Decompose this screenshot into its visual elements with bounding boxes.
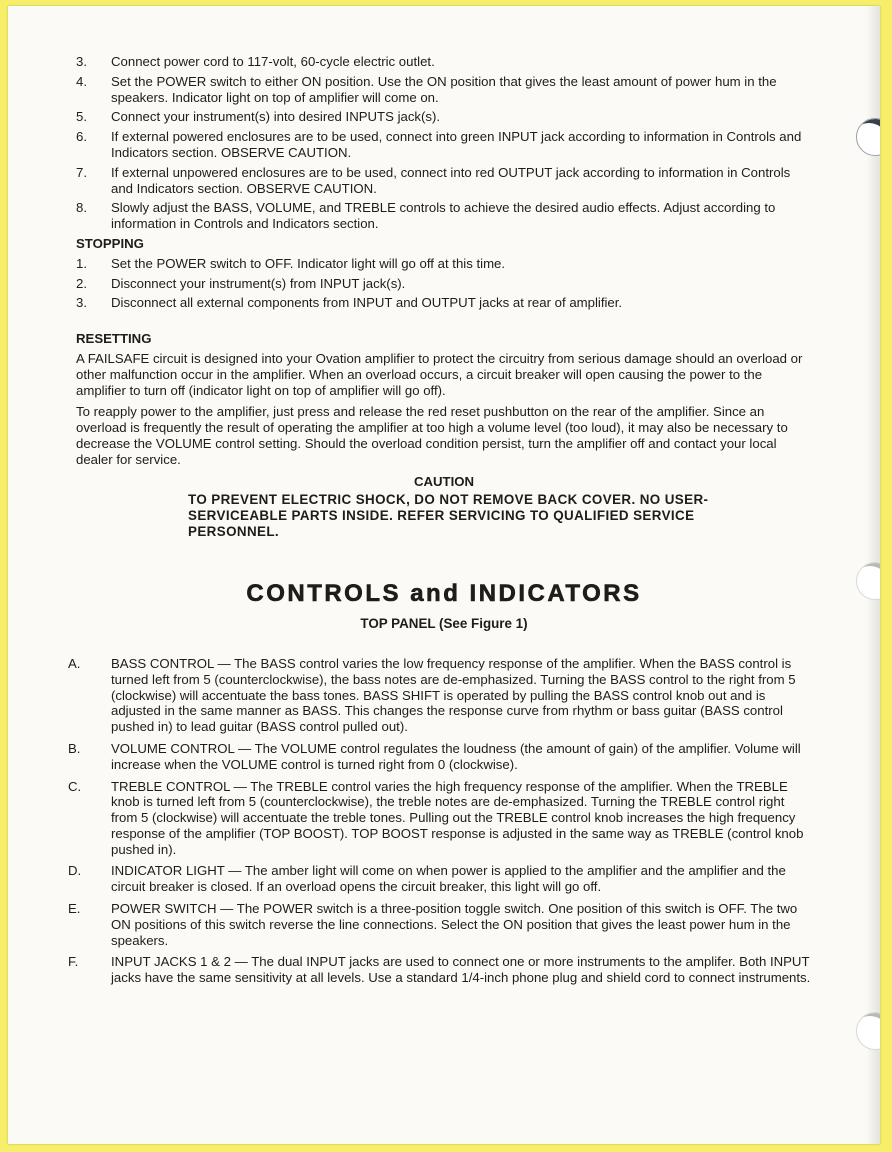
list-item: 6. If external powered enclosures are to be used, connect into green INPUT jack according to information in Controls and Indicators section. OBSERVE CAUTION. bbox=[76, 129, 802, 160]
resetting-heading: RESETTING bbox=[76, 331, 152, 347]
list-item: 7. If external unpowered enclosures are to be used, connect into red OUTPUT jack according to information in Controls and Indicators section. OBSERVE CAUTION. bbox=[76, 164, 791, 196]
manual-page bbox=[8, 6, 880, 1144]
list-item: A. BASS CONTROL — The BASS control varies the low frequency response of the amplifier. When the BASS control is turned left from 5 (counterclockwise), the bass notes are de-emphasized. Turning the BASS control to the right from 5 (clockwise) will accentuate the bass tones. BASS SHIFT is operated by pulling the BASS control knob out and is adjusted in the same manner as BASS. This changes the response curve from rhythm or bass guitar (BASS control pushed in) to lead guitar (BASS control pulled out). bbox=[68, 655, 796, 735]
page-content bbox=[68, 54, 812, 992]
stopping-steps bbox=[76, 256, 812, 311]
caution-text: TO PREVENT ELECTRIC SHOCK, DO NOT REMOVE BACK COVER. NO USER-SERVICEABLE PARTS INSIDE. REFER SERVICING TO QUALIFIED SERVICE PERSONNEL. bbox=[188, 492, 709, 540]
list-item: 4. Set the POWER switch to either ON position. Use the ON position that gives the least amount of power hum in the speakers. Indicator light on top of amplifier will come on. bbox=[76, 73, 777, 105]
list-item: 8. Slowly adjust the BASS, VOLUME, and TREBLE controls to achieve the desired audio effects. Adjust according to information in Controls and Indicators section. bbox=[76, 200, 776, 232]
binder-hole-bottom bbox=[856, 1012, 880, 1050]
list-item: 2. Disconnect your instrument(s) from INPUT jack(s). bbox=[76, 275, 406, 291]
resetting-paragraph: A FAILSAFE circuit is designed into your Ovation amplifier to protect the circuitry from serious damage should an overload or other malfunction occur in the amplifier. When an overload occurs, a circuit breaker will open causing the power to the amplifier to turn off (indicator light on top of amplifier will go off). bbox=[76, 350, 803, 398]
controls-list bbox=[68, 656, 812, 986]
stopping-heading: STOPPING bbox=[76, 235, 144, 251]
list-item: E. POWER SWITCH — The POWER switch is a three-position toggle switch. One position of this switch is OFF. The two ON positions of this switch reverse the line connections. Select the ON position that gives the least power hum in the speakers. bbox=[68, 901, 798, 948]
section-subtitle: TOP PANEL (See Figure 1) bbox=[360, 616, 528, 632]
caution-title: CAUTION bbox=[413, 473, 475, 489]
list-item: 1. Set the POWER switch to OFF. Indicator light will go off at this time. bbox=[76, 255, 506, 271]
list-item: 5. Connect your instrument(s) into desired INPUTS jack(s). bbox=[76, 109, 441, 125]
binder-hole-top bbox=[856, 118, 880, 156]
list-item: 3. Disconnect all external components from INPUT and OUTPUT jacks at rear of amplifier. bbox=[76, 295, 623, 311]
operating-steps bbox=[76, 54, 812, 232]
list-item: B. VOLUME CONTROL — The VOLUME control regulates the loudness (the amount of gain) of the amplifier. Volume will increase when the VOLUME control is turned right from 0 (clockwise). bbox=[68, 740, 801, 772]
resetting-paragraph: To reapply power to the amplifier, just press and release the red reset pushbutton on the rear of the amplifier. Since an overload is frequently the result of operating the amplifier at too high a volume level (too loud), it may also be necessary to decrease the VOLUME control setting. Should the overload condition persist, turn the amplifier off and contact your local dealer for service. bbox=[76, 404, 788, 467]
section-title: CONTROLS and INDICATORS bbox=[246, 580, 642, 608]
list-item: D. INDICATOR LIGHT — The amber light will come on when power is applied to the amplifier and the amplifier and the circuit breaker is closed. If an overload opens the circuit breaker, this light will go off. bbox=[68, 863, 786, 895]
list-item: F. INPUT JACKS 1 & 2 — The dual INPUT jacks are used to connect one or more instruments to the amplifer. Both INPUT jacks have the same sensitivity at all levels. Use a standard 1/4-inch phone plug and shield cord to connect instruments. bbox=[68, 954, 811, 986]
list-item: 3. Connect power cord to 117-volt, 60-cycle electric outlet. bbox=[76, 54, 435, 69]
binder-hole-middle bbox=[856, 562, 880, 600]
list-item: C. TREBLE CONTROL — The TREBLE control varies the high frequency response of the amplifier. When the TREBLE knob is turned left from 5 (counterclockwise), the treble notes are de-emphasized. Turning the TREBLE control right from 5 (clockwise) will accentuate the treble tones. Pulling out the TREBLE control knob increases the high frequency response of the amplifier (TOP BOOST). TOP BOOST response is adjusted in the same way as TREBLE (control knob pushed in). bbox=[68, 778, 804, 857]
